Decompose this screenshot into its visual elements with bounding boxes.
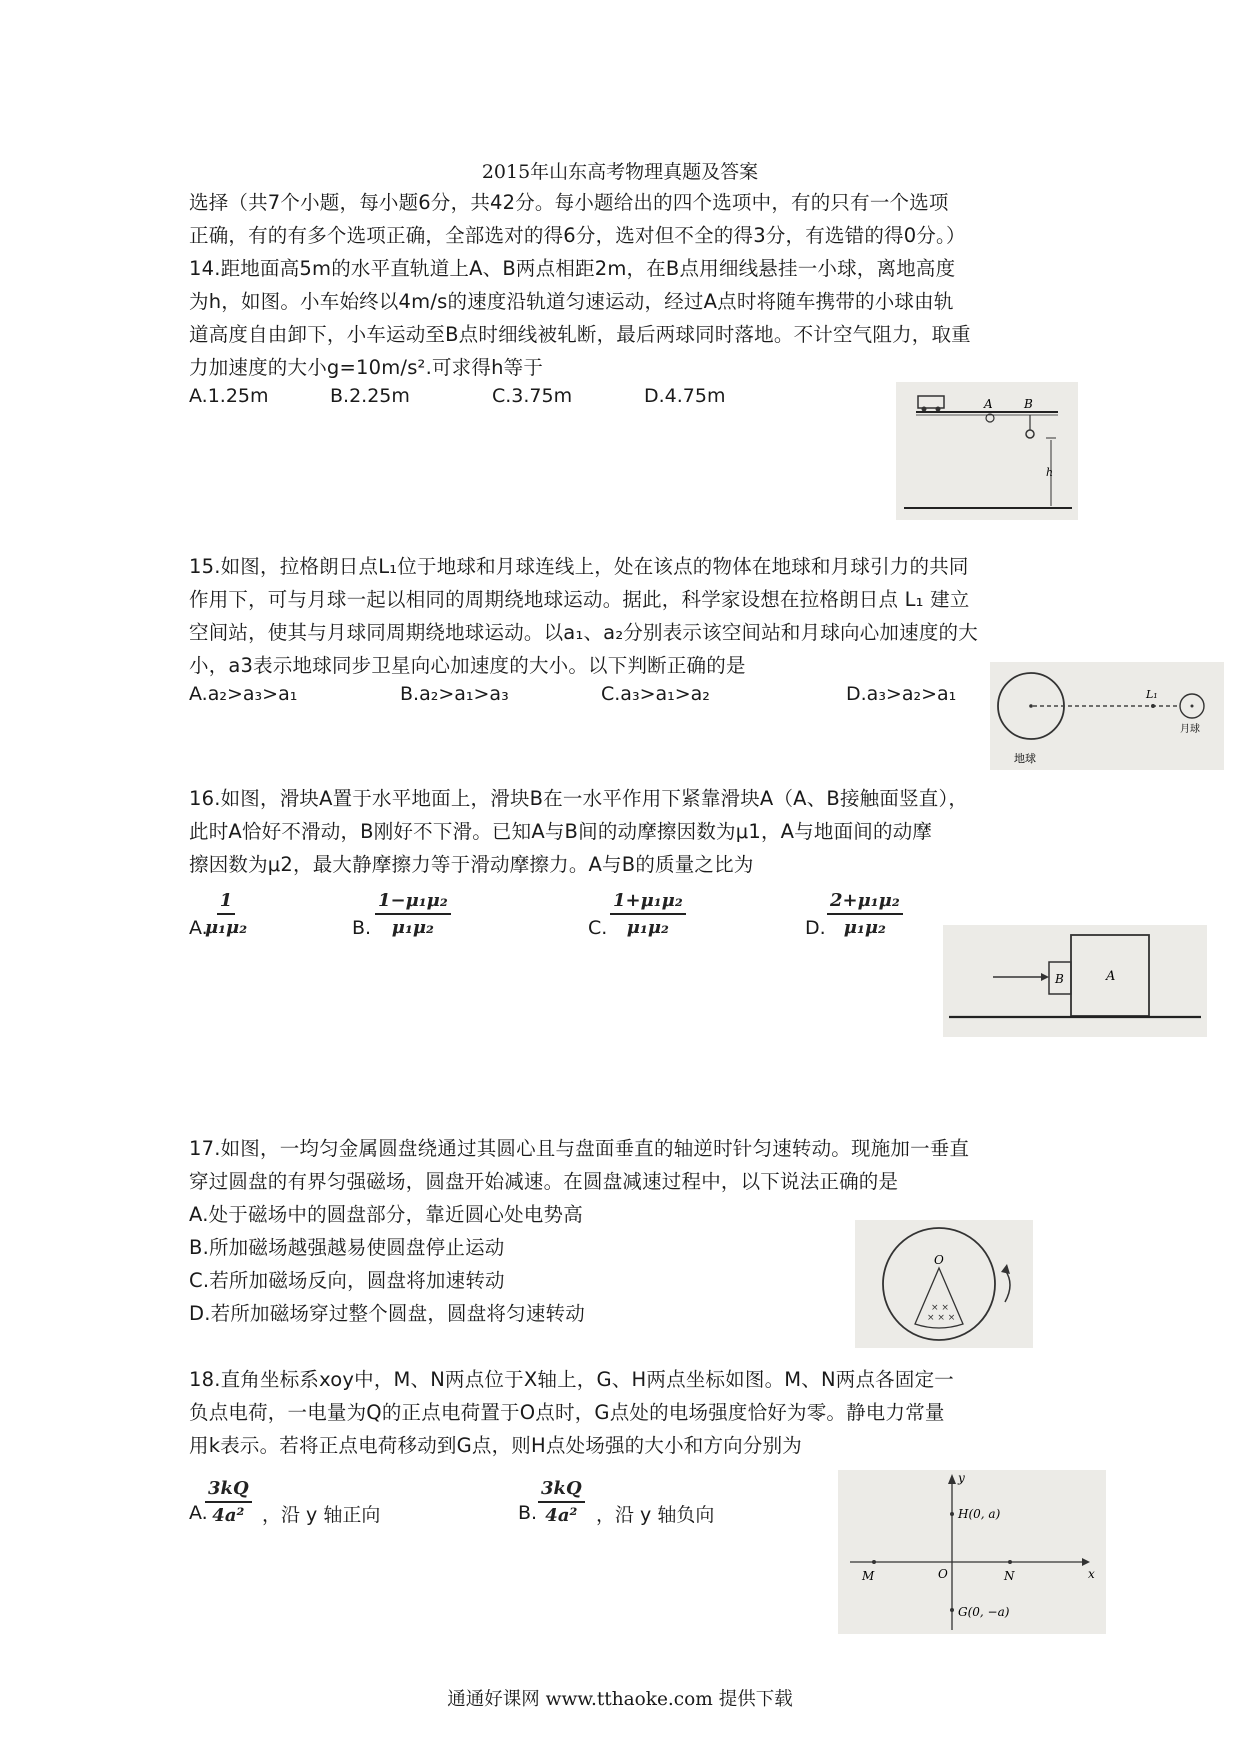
q18-option-a-denominator: 4a² <box>212 1505 245 1526</box>
q15-figure-earth-moon <box>990 662 1224 770</box>
q16-line-3: 擦因数为μ2，最大静摩擦力等于滑动摩擦力。A与B的质量之比为 <box>189 853 754 876</box>
q14-label-h: h <box>1046 466 1054 479</box>
intro-line-2: 正确，有的有多个选项正确，全部选对的得6分，选对但不全的得3分，有选错的得0分。） <box>189 224 966 247</box>
q14-line-1: 14.距地面高5m的水平直轨道上A、B两点相距2m，在B点用细线悬挂一小球，离地高度 <box>189 257 956 280</box>
q18-label-y: y <box>958 1471 965 1485</box>
q14-label-b: B <box>1024 397 1033 411</box>
q16-option-a-fraction <box>205 890 247 938</box>
q15-option-d: D.a₃>a₂>a₁ <box>846 683 957 705</box>
q16-line-1: 16.如图，滑块A置于水平地面上，滑块B在一水平作用下紧靠滑块A（A、B接触面竖直）， <box>189 787 969 810</box>
q15-line-3: 空间站，使其与月球同周期绕地球运动。以a₁、a₂分别表示该空间站和月球向心加速度的大 <box>189 621 978 644</box>
q18-option-a-label: A. <box>189 1502 208 1524</box>
q18-label-h: H(0, a) <box>958 1507 1001 1521</box>
q16-option-a-denominator: μ₁μ₂ <box>205 917 248 938</box>
q14-option-b: B.2.25m <box>330 385 410 407</box>
q18-line-3: 用k表示。若将正点电荷移动到G点，则H点处场强的大小和方向分别为 <box>189 1434 802 1457</box>
q15-option-b: B.a₂>a₁>a₃ <box>400 683 509 705</box>
q17-line-2: 穿过圆盘的有界匀强磁场，圆盘开始减速。在圆盘减速过程中，以下说法正确的是 <box>189 1170 899 1193</box>
q16-option-b-fraction <box>375 890 451 938</box>
q18-label-m: M <box>862 1569 875 1583</box>
q15-option-c: C.a₃>a₁>a₂ <box>601 683 710 705</box>
q17-option-d: D.若所加磁场穿过整个圆盘，圆盘将匀速转动 <box>189 1302 585 1325</box>
q16-option-d-denominator: μ₁μ₂ <box>843 917 886 938</box>
q18-option-a-numerator: 3kQ <box>205 1478 252 1503</box>
q17-figure-disk <box>855 1220 1033 1348</box>
q14-figure-track <box>896 382 1078 520</box>
q16-option-a-label: A. <box>189 917 208 939</box>
q17-option-c: C.若所加磁场反向，圆盘将加速转动 <box>189 1269 505 1292</box>
q18-option-b-label: B. <box>518 1502 538 1524</box>
q18-label-n: N <box>1004 1569 1015 1583</box>
q18-label-x: x <box>1088 1567 1095 1581</box>
q16-option-b-label: B. <box>352 917 372 939</box>
q18-figure-axes <box>838 1470 1106 1634</box>
q16-option-a-numerator: 1 <box>217 890 236 915</box>
q17-label-o: O <box>934 1253 944 1267</box>
q18-option-a-text: ，沿 y 轴正向 <box>262 1504 381 1526</box>
q16-option-d-label: D. <box>805 917 826 939</box>
q15-line-4: 小，a3表示地球同步卫星向心加速度的大小。以下判断正确的是 <box>189 654 746 677</box>
q14-line-2: 为h，如图。小车始终以4m/s的速度沿轨道匀速运动，经过A点时将随车携带的小球由轨 <box>189 290 954 313</box>
svg-text:× ×: × × <box>931 1303 949 1313</box>
q14-option-c: C.3.75m <box>492 385 573 407</box>
q15-label-earth: 地球 <box>1014 752 1036 765</box>
q18-option-a-fraction <box>205 1478 252 1526</box>
q16-figure-blocks <box>943 925 1207 1037</box>
q15-line-2: 作用下，可与月球一起以相同的周期绕地球运动。据此，科学家设想在拉格朗日点 L₁ 建立 <box>189 588 970 611</box>
q16-option-b-numerator: 1−μ₁μ₂ <box>375 890 451 915</box>
q16-option-d-fraction <box>827 890 903 938</box>
q15-label-l1: L₁ <box>1146 688 1158 701</box>
q14-line-3: 道高度自由卸下，小车运动至B点时细线被轧断，最后两球同时落地。不计空气阻力，取重 <box>189 323 971 346</box>
q18-option-b-numerator: 3kQ <box>538 1478 585 1503</box>
page-title: 2015年山东高考物理真题及答案 <box>481 161 759 183</box>
q17-line-1: 17.如图，一均匀金属圆盘绕通过其圆心且与盘面垂直的轴逆时针匀速转动。现施加一垂直 <box>189 1137 970 1160</box>
q17-option-a: A.处于磁场中的圆盘部分，靠近圆心处电势高 <box>189 1203 583 1226</box>
footer-source: 通通好课网 www.tthaoke.com 提供下载 <box>447 1689 793 1710</box>
q18-label-g: G(0, −a) <box>958 1605 1010 1619</box>
q17-option-b: B.所加磁场越强越易使圆盘停止运动 <box>189 1236 505 1259</box>
q15-option-a: A.a₂>a₃>a₁ <box>189 683 298 705</box>
svg-text:× × ×: × × × <box>927 1313 956 1323</box>
q16-line-2: 此时A恰好不滑动，B刚好不下滑。已知A与B间的动摩擦因数为μ1，A与地面间的动摩 <box>189 820 933 843</box>
q16-option-c-fraction <box>610 890 686 938</box>
q16-option-d-numerator: 2+μ₁μ₂ <box>827 890 903 915</box>
q15-label-moon: 月球 <box>1180 724 1200 735</box>
q18-label-o: O <box>938 1567 948 1581</box>
q14-option-a: A.1.25m <box>189 385 269 407</box>
q14-line-4: 力加速度的大小g=10m/s².可求得h等于 <box>189 356 544 379</box>
q18-line-1: 18.直角坐标系xoy中，M、N两点位于X轴上，G、H两点坐标如图。M、N两点各固定一 <box>189 1368 954 1391</box>
q18-option-b-fraction <box>538 1478 585 1526</box>
q18-line-2: 负点电荷，一电量为Q的正点电荷置于O点时，G点处的电场强度恰好为零。静电力常量 <box>189 1401 945 1424</box>
q16-label-a: A <box>1106 969 1116 984</box>
q16-option-c-label: C. <box>588 917 608 939</box>
q14-label-a: A <box>984 397 993 411</box>
q16-option-c-denominator: μ₁μ₂ <box>626 917 669 938</box>
q15-line-1: 15.如图，拉格朗日点L₁位于地球和月球连线上，处在该点的物体在地球和月球引力的共同 <box>189 555 969 578</box>
q16-option-c-numerator: 1+μ₁μ₂ <box>610 890 686 915</box>
q18-option-b-text: ，沿 y 轴负向 <box>596 1504 715 1526</box>
q18-option-b-denominator: 4a² <box>545 1505 578 1526</box>
q14-option-d: D.4.75m <box>644 385 726 407</box>
intro-line-1: 选择（共7个小题，每小题6分，共42分。每小题给出的四个选项中，有的只有一个选项 <box>189 191 949 214</box>
q16-option-b-denominator: μ₁μ₂ <box>391 917 434 938</box>
q16-label-b: B <box>1055 972 1064 986</box>
